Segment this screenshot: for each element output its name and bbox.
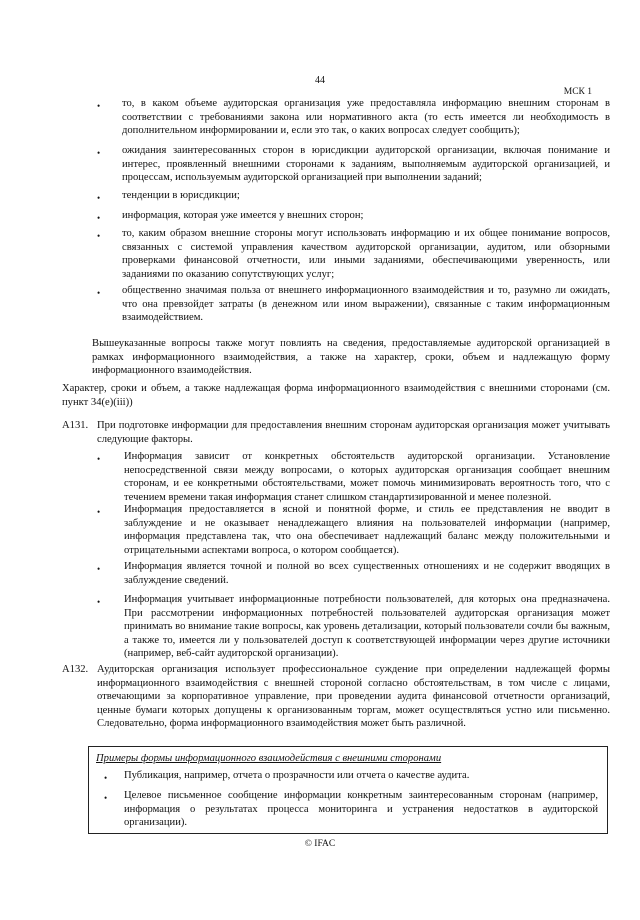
list-item: Целевое письменное сообщение информации конкретным заинтересованным сторонам (например, информация о результатах процесса мониторинга и устранения недостатков в аудиторской организации).	[124, 790, 598, 829]
list-item: то, каким образом внешние стороны могут использовать информацию и их общее понимание вопросов, связанных с системой управления качеством аудиторской организации, аудитом, или обзорными проверками финансовой отчетности, или иными заданиями, обеспечивающими уверенность, или заданиями по оказанию сопутствующих услуг;	[122, 228, 610, 280]
bullet-icon	[104, 772, 107, 786]
paragraph-number: A131.	[62, 420, 89, 431]
bullet-icon	[97, 506, 100, 520]
bullet-icon	[97, 596, 100, 610]
list-item: тенденции в юрисдикции;	[122, 190, 240, 201]
list-item: ожидания заинтересованных сторон в юрисдикции аудиторской организации, включая понимание и интерес, проявленный внешними сторонами к заданиям, выполняемым аудиторской организацией, и процессам, используемым аудиторской организацией при выполнении заданий;	[122, 145, 610, 184]
bullet-icon	[104, 792, 107, 806]
footer-copyright: © IFAC	[304, 839, 336, 849]
list-item: Публикация, например, отчета о прозрачности или отчета о качестве аудита.	[124, 770, 470, 781]
paragraph: Аудиторская организация использует профессиональное суждение при определении надлежащей формы информационного взаимодействия с внешней стороной согласно обстоятельствам, в том числе с лицами, отвечающими за корпоративное управление, при проведении аудита финансовой отчетности организаций, ценные бумаги которых допущены к организованным торгам, может осуществляться устно или письменно. Следовательно, форма информационного взаимодействия может быть различной.	[97, 664, 610, 730]
bullet-icon	[97, 287, 100, 301]
bullet-icon	[97, 212, 100, 226]
list-item: информация, которая уже имеется у внешних сторон;	[122, 210, 364, 221]
paragraph: При подготовке информации для предоставления внешним сторонам аудиторская организация может учитывать следующие факторы.	[97, 420, 610, 445]
bullet-icon	[97, 563, 100, 577]
list-item: общественно значимая польза от внешнего информационного взаимодействия и то, разумно ли ожидать, что она превзойдет затраты (в денежном или ином выражении), связанные с таким информационным взаимодействием.	[122, 285, 610, 324]
bullet-icon	[97, 453, 100, 467]
list-item: Информация зависит от конкретных обстоятельств аудиторской организации. Установление непосредственной связи между вопросами, о которых аудиторская организация сообщает внешним сторонам, и ее конкретными обстоятельствами, может помочь минимизировать вероятность того, что с течением времени такая информация станет слишком стандартизированной и менее полезной.	[124, 451, 610, 503]
bullet-icon	[97, 192, 100, 206]
examples-box-title: Примеры формы информационного взаимодействия с внешними сторонами	[96, 753, 442, 764]
section-heading: Характер, сроки и объем, а также надлежащая форма информационного взаимодействия с внешними сторонами (см. пункт 34(e)(iii))	[62, 383, 610, 408]
bullet-icon	[97, 100, 100, 114]
list-item: Информация является точной и полной во всех существенных отношениях и не содержит вводящих в заблуждение сведений.	[124, 561, 610, 586]
paragraph-number: A132.	[62, 664, 89, 675]
bullet-icon	[97, 230, 100, 244]
list-item: Информация учитывает информационные потребности пользователей, для которых она предназначена. При рассмотрении информационных потребностей пользователей аудиторская организация может принимать во внимание такие вопросы, как уровень детализации, который пользователи сочли бы важным, а также то, имеется ли у пользователей доступ к соответствующей информации через другие источники (например, веб-сайт аудиторской организации).	[124, 594, 610, 660]
page-number: 44	[315, 75, 325, 86]
paragraph: Вышеуказанные вопросы также могут повлиять на сведения, предоставляемые аудиторской организацией в рамках информационного взаимодействия, а также на характер, сроки, объем и надлежащую форму информационного взаимодействия.	[92, 338, 610, 377]
list-item: Информация предоставляется в ясной и понятной форме, и стиль ее представления не вводит в заблуждение и не оказывает ненадлежащего влияния на пользователей информации (например, информация представлена так, что она обеспечивает надлежащий баланс между положительными и отрицательными аспектами вопроса, о котором сообщается).	[124, 504, 610, 556]
list-item: то, в каком объеме аудиторская организация уже предоставляла информацию внешним сторонам в соответствии с требованиями закона или нормативного акта (то есть имеется ли необходимость в дополнительном информировании и, если это так, о каких вопросах следует сообщить);	[122, 98, 610, 137]
standard-code: МСК 1	[563, 87, 592, 97]
bullet-icon	[97, 147, 100, 161]
